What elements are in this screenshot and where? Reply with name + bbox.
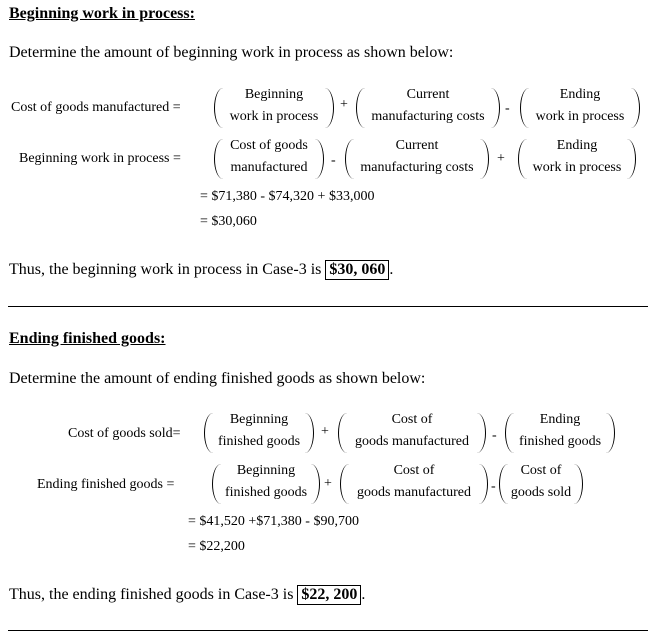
equation-term [204,413,314,453]
term-line-1: Cost of [520,463,562,478]
term-line-1: Cost of [393,463,435,478]
operator: - [492,428,497,443]
conclusion-text: Thus, the beginning work in process in Case-3 is [9,261,322,278]
calculation-result: = $22,200 [188,539,245,554]
operator: - [505,101,510,116]
term-line-2: finished goods [518,434,602,449]
equation-label: Cost of goods sold= [68,426,181,441]
equation-label: Ending finished goods = [37,477,175,492]
equation-term [520,88,640,128]
calculation-result: = $30,060 [200,214,257,229]
conclusion-text: Thus, the ending finished goods in Case-3 is [9,586,294,603]
term-line-1: Current [395,138,439,153]
term-line-2: manufacturing costs [371,109,485,124]
term-line-2: goods sold [510,485,572,500]
equation-term [505,413,615,453]
term-line-1: Beginning [244,87,304,102]
equation-label: Cost of goods manufactured = [11,100,181,115]
term-line-2: finished goods [217,434,301,449]
conclusion [9,585,365,605]
equation-term [345,139,489,179]
term-line-2: manufactured [230,160,308,175]
section-intro: Determine the amount of ending finished goods as shown below: [9,370,426,387]
term-line-1: Current [406,87,450,102]
calculation-line: = $41,520 +$71,380 - $90,700 [188,514,359,529]
conclusion [9,260,393,280]
equation-term [338,413,486,453]
equation-term [356,88,500,128]
equation-term [340,464,488,504]
operator: + [340,97,348,112]
term-line-1: Ending [539,412,581,427]
term-line-2: work in process [532,160,622,175]
divider [8,306,648,307]
answer-box: $30, 060 [325,260,389,280]
term-line-2: manufacturing costs [360,160,474,175]
term-line-1: Cost of goods [230,138,308,153]
answer-box: $22, 200 [297,585,361,605]
term-line-1: Ending [556,138,598,153]
conclusion-period: . [389,261,394,278]
operator: - [491,479,496,494]
term-line-2: finished goods [224,485,308,500]
term-line-1: Ending [559,87,601,102]
operator: + [497,151,505,166]
equation-label: Beginning work in process = [19,151,181,166]
term-line-2: work in process [535,109,625,124]
operator: + [324,476,332,491]
section-heading-ending-fg: Ending finished goods: [9,330,166,347]
term-line-2: goods manufactured [357,485,471,500]
term-line-2: goods manufactured [355,434,469,449]
equation-term [499,464,583,504]
calculation-line: = $71,380 - $74,320 + $33,000 [200,189,375,204]
term-line-2: work in process [229,109,319,124]
divider [8,630,648,631]
term-line-1: Beginning [236,463,296,478]
equation-term [212,464,320,504]
equation-term [518,139,636,179]
operator: - [331,153,336,168]
section-intro: Determine the amount of beginning work in process as shown below: [9,44,454,61]
conclusion-period: . [361,586,366,603]
operator: + [321,424,329,439]
section-heading-beginning-wip: Beginning work in process: [9,5,195,22]
equation-term [214,88,334,128]
equation-term [214,139,324,179]
term-line-1: Beginning [229,412,289,427]
term-line-1: Cost of [391,412,433,427]
